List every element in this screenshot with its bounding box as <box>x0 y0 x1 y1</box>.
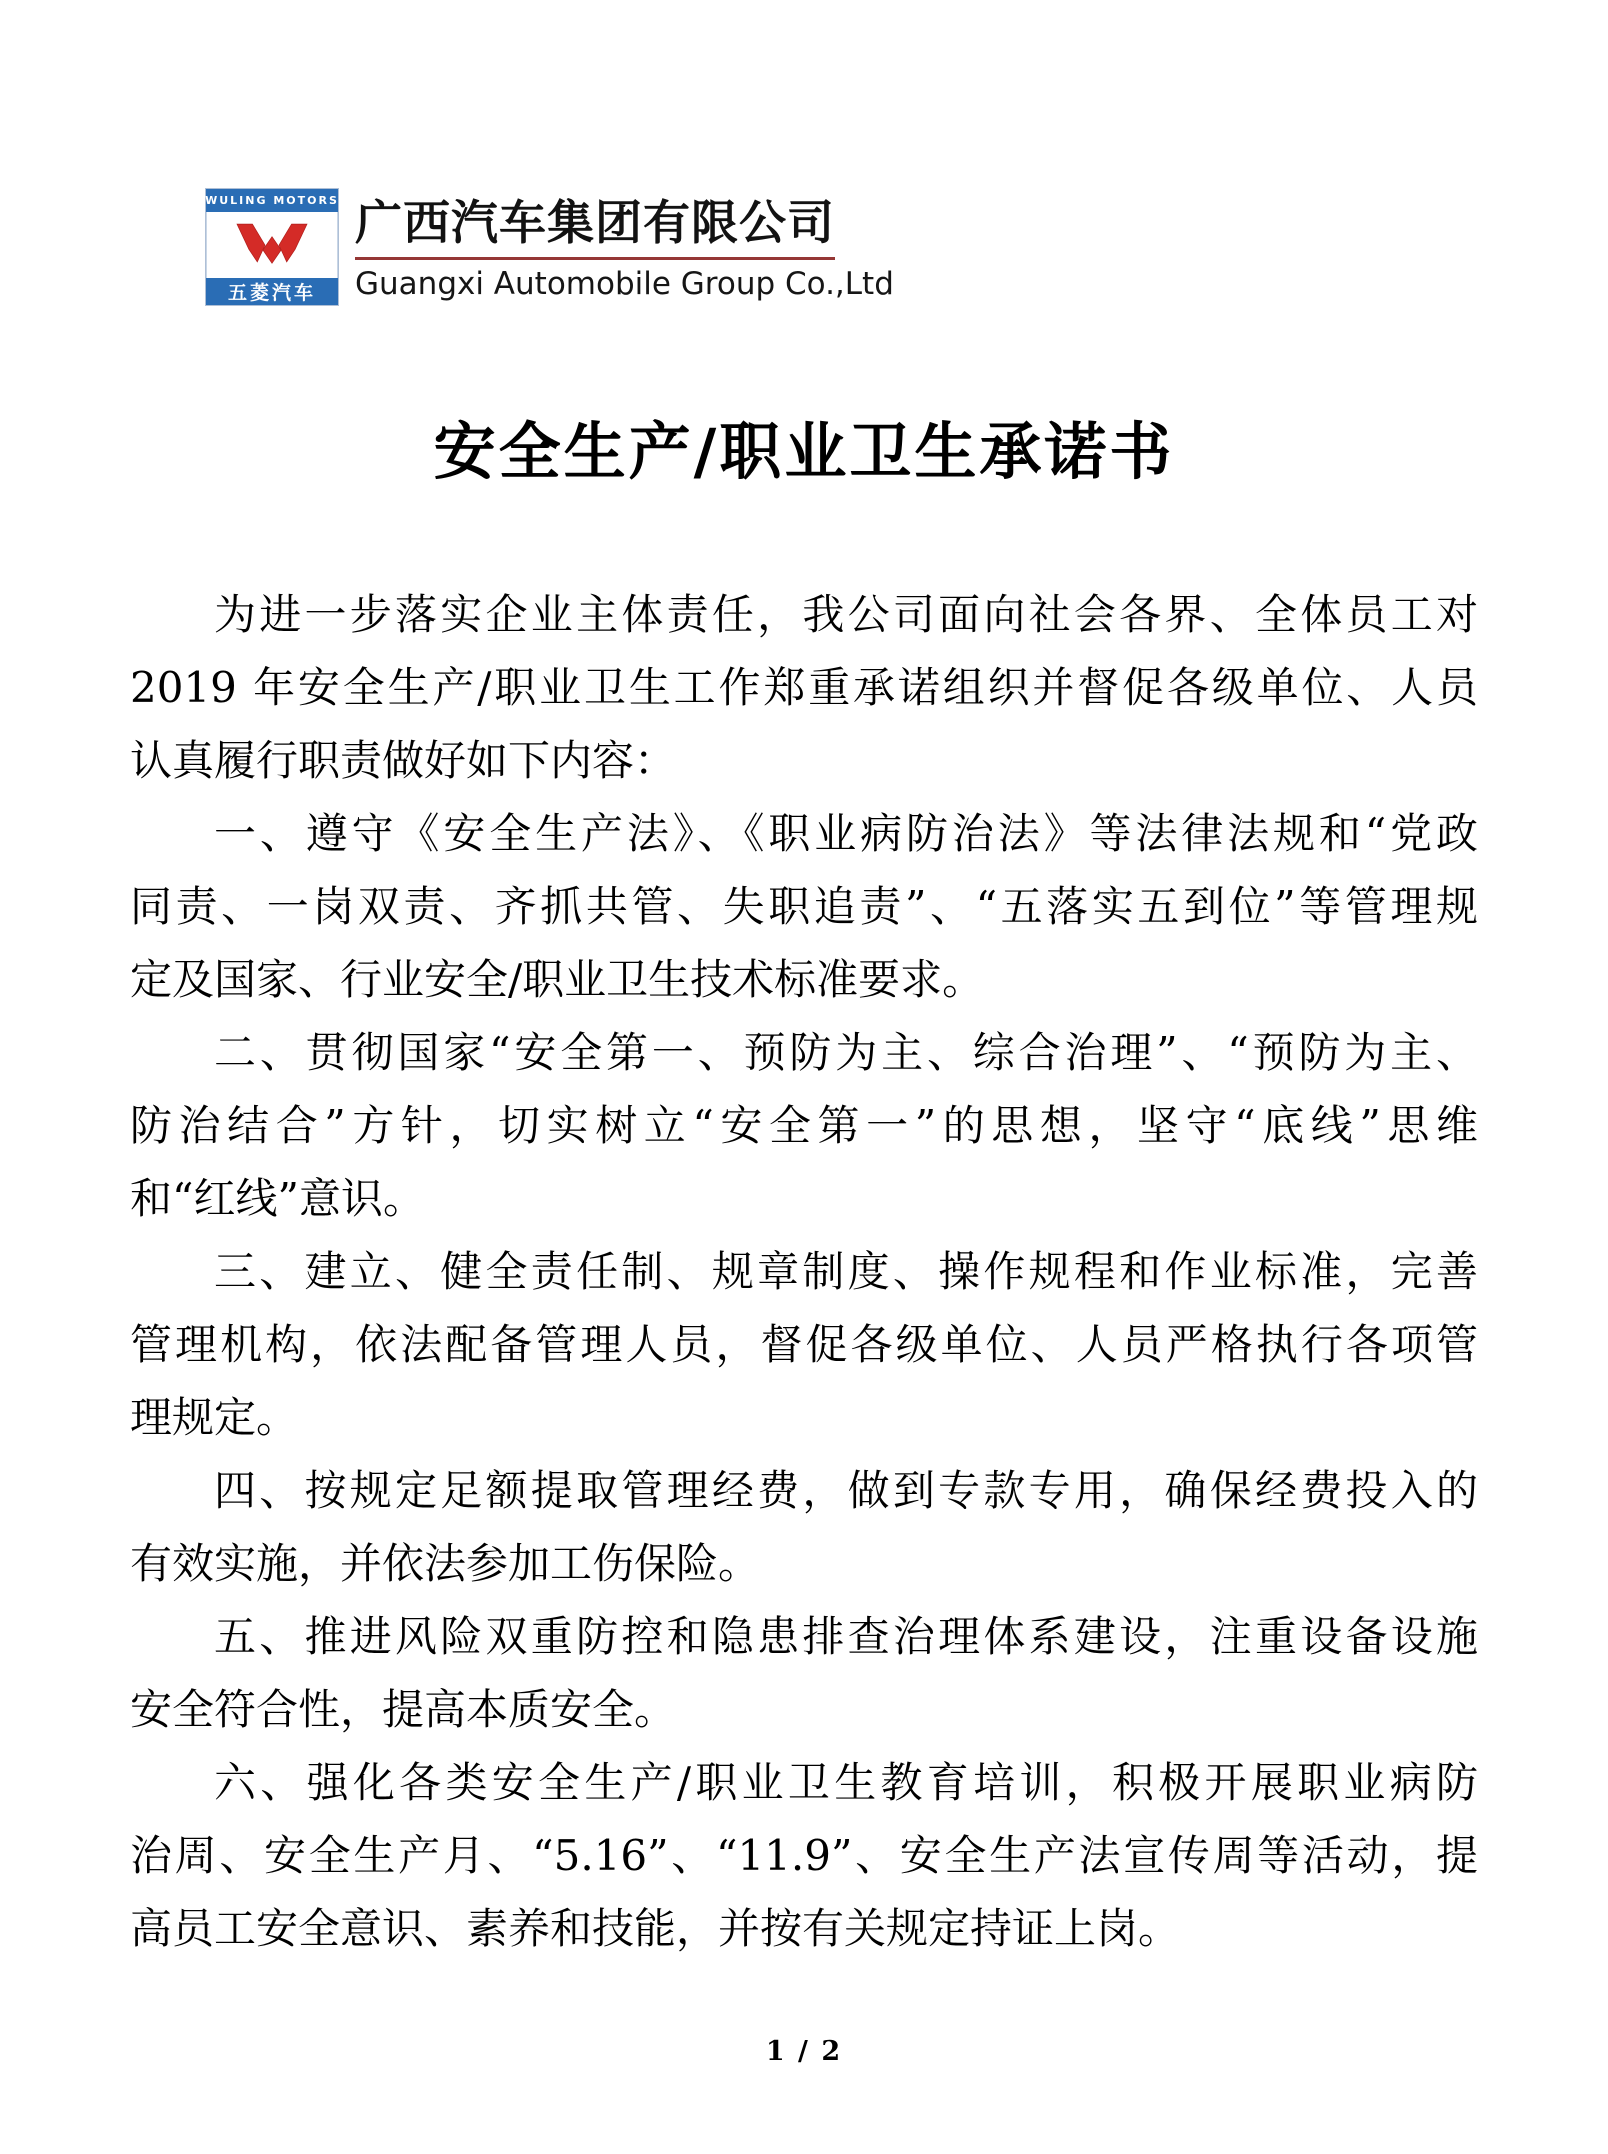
company-name-english: Guangxi Automobile Group Co.,Ltd <box>355 266 894 303</box>
document-title: 安全生产/职业卫生承诺书 <box>433 415 1175 488</box>
header-divider-line <box>355 257 835 260</box>
body-line: 认真履行职责做好如下内容： <box>130 736 677 785</box>
wuling-w-icon <box>230 218 314 272</box>
logo-top-banner: WULING MOTORS <box>206 189 338 212</box>
body-line: 定及国家、行业安全/职业卫生技术标准要求。 <box>130 955 985 1004</box>
body-line: 一、遵守《安全生产法》、《职业病防治法》等法律法规和“党政 <box>214 809 1478 858</box>
page-number: 1 / 2 <box>765 2036 843 2067</box>
body-line: 管理机构，依法配备管理人员，督促各级单位、人员严格执行各项管 <box>130 1320 1478 1369</box>
body-line: 为进一步落实企业主体责任，我公司面向社会各界、全体员工对 <box>214 590 1478 639</box>
company-name-chinese: 广西汽车集团有限公司 <box>355 196 835 251</box>
company-header <box>355 196 894 302</box>
logo-emblem-area <box>206 212 338 278</box>
body-line: 和“红线”意识。 <box>130 1174 425 1223</box>
body-line: 有效实施，并依法参加工伤保险。 <box>130 1539 761 1588</box>
logo-bottom-banner: 五菱汽车 <box>206 278 338 305</box>
body-line: 安全符合性，提高本质安全。 <box>130 1685 677 1734</box>
company-logo <box>205 188 339 306</box>
body-line: 2019 年安全生产/职业卫生工作郑重承诺组织并督促各级单位、人员 <box>130 663 1478 712</box>
body-line: 高员工安全意识、素养和技能，并按有关规定持证上岗。 <box>130 1904 1181 1953</box>
body-line: 二、贯彻国家“安全第一、预防为主、综合治理”、“预防为主、 <box>214 1028 1478 1077</box>
body-line: 防治结合”方针，切实树立“安全第一”的思想，坚守“底线”思维 <box>130 1101 1478 1150</box>
body-line: 理规定。 <box>130 1393 299 1442</box>
document-body <box>130 578 1478 1965</box>
body-line: 四、按规定足额提取管理经费，做到专款专用，确保经费投入的 <box>214 1466 1478 1515</box>
body-line: 治周、安全生产月、“5.16”、“11.9”、安全生产法宣传周等活动，提 <box>130 1831 1478 1880</box>
body-line: 三、建立、健全责任制、规章制度、操作规程和作业标准，完善 <box>214 1247 1478 1296</box>
body-line: 五、推进风险双重防控和隐患排查治理体系建设，注重设备设施 <box>214 1612 1478 1661</box>
body-line: 同责、一岗双责、齐抓共管、失职追责”、“五落实五到位”等管理规 <box>130 882 1478 931</box>
body-line: 六、强化各类安全生产/职业卫生教育培训，积极开展职业病防 <box>214 1758 1478 1807</box>
